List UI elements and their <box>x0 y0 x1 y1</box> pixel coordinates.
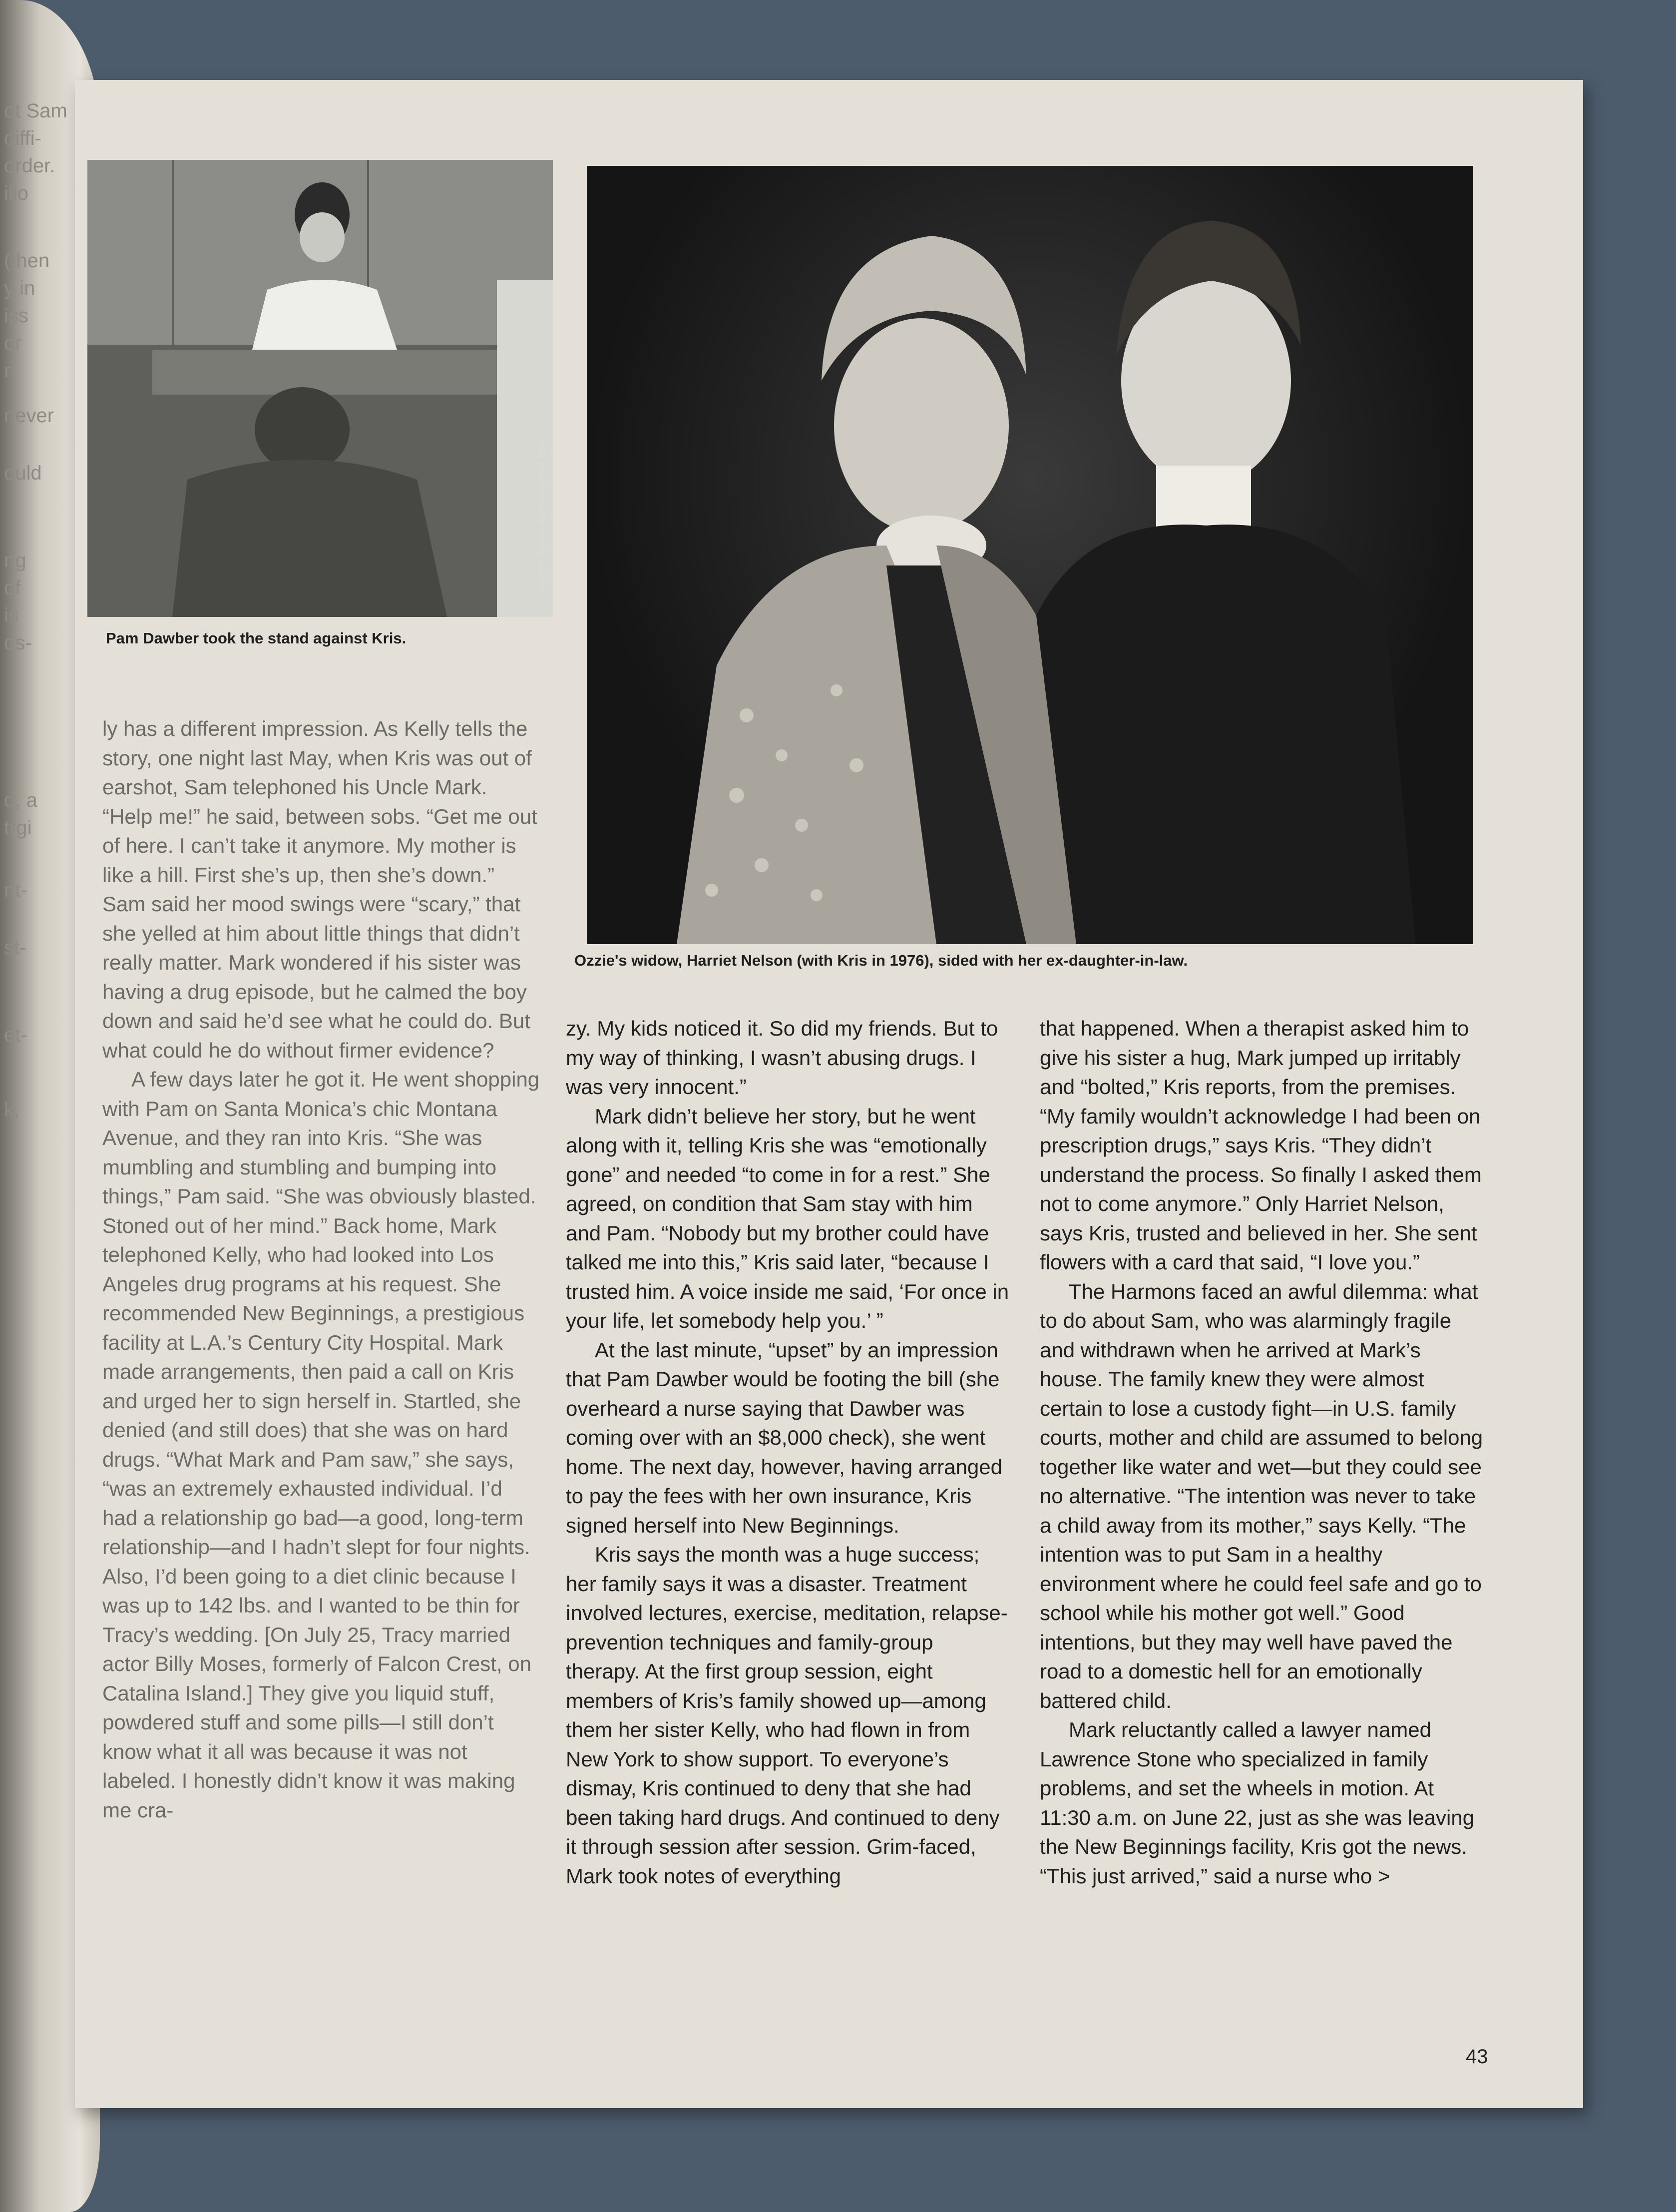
harriet-kris-photo <box>587 166 1473 944</box>
facing-page-text: et- <box>4 1024 27 1046</box>
article-paragraph: At the last minute, “upset” by an impression that Pam Dawber would be footing the bill (she overheard a nurse saying that Dawber was coming over with an $8,000 check), she went home. The next day, however, having arranged to pay the fees with her own insurance, Kris signed herself into New Beginnings. <box>566 1338 1003 1537</box>
article-column-2 <box>566 1014 1013 1891</box>
facing-page-text: nt- <box>4 879 27 901</box>
photo-credit: PHIL RAMEY/RAMEY PHOTO AGENCY <box>538 440 546 595</box>
facing-page-text: illo <box>4 182 28 204</box>
facing-page-text: d, a <box>4 789 37 811</box>
facing-page-text: order. <box>4 155 55 177</box>
facing-page-text: (then <box>4 250 50 272</box>
harriet-kris-photo-caption: Ozzie's widow, Harriet Nelson (with Kris in 1976), sided with her ex-daughter-in-law. <box>574 952 1188 969</box>
facing-page-text: k, <box>4 1099 20 1121</box>
facing-page-text: ds- <box>4 632 32 654</box>
facing-page-text: r. <box>4 360 15 382</box>
facing-page-text: y in <box>4 277 35 299</box>
facing-page-text: ng <box>4 550 26 571</box>
magazine-page <box>75 80 1583 2108</box>
facing-page-text: st- <box>4 937 26 959</box>
courtroom-photo-caption: Pam Dawber took the stand against Kris. <box>106 629 407 647</box>
page-number: 43 <box>1466 2046 1488 2068</box>
article-paragraph: The Harmons faced an awful dilemma: what to do about Sam, who was alarmingly fragile and withdrawn when he arrived at Mark’s house. The family knew they were almost certain to lose a custody fight—in U.S. family courts, mother and child are assumed to belong together like water and wet—but they could see no alternative. “The intention was never to take a child away from its mother,” says Kelly. “The intention was to put Sam in a healthy environment where he could feel safe and go to school while his mother got well.” Good intentions, but they may well have paved the road to a domestic hell for an emotionally battered child. <box>1040 1279 1483 1712</box>
article-paragraph: ly has a different impression. As Kelly tells the story, one night last May, when Kris was out of earshot, Sam telephoned his Uncle Mark. “Help me!” he said, between sobs. “Get me out of here. I can’t take it anymore. My mother is like a hill. First she’s up, then she’s down.” Sam said her mood swings were “scary,” that she yelled at him about little things that didn’t really matter. Mark wondered if his sister was having a drug episode, but he calmed the boy down and said he’d see what he could do. But what could he do without firmer evidence? <box>102 717 537 1062</box>
facing-page-text: of <box>4 577 21 599</box>
article-paragraph: Kris says the month was a huge success; her family says it was a disaster. Treatment involved lectures, exercise, meditation, relapse-prevention techniques and family-group therapy. At the first group session, eight members of Kris’s family showed up—among them her sister Kelly, who had flown in from New York to show support. To everyone’s dismay, Kris continued to deny that she had been taking hard drugs. And continued to deny it through session after session. Grim-faced, Mark took notes of everything <box>566 1543 1008 1888</box>
facing-page-text: iss <box>4 305 28 327</box>
courtroom-photo <box>87 160 553 617</box>
facing-page-text: ot Sam <box>4 100 67 122</box>
courtroom-photo-image <box>87 160 553 617</box>
facing-page-text: never <box>4 405 54 427</box>
facing-page-text: trgi <box>4 817 32 839</box>
article-column-3 <box>1040 1014 1489 1891</box>
facing-page-text: ould <box>4 462 42 484</box>
facing-page-text: diffi- <box>4 127 41 149</box>
article-paragraph: Mark reluctantly called a lawyer named Lawrence Stone who specialized in family problems, and set the wheels in motion. At 11:30 a.m. on June 22, just as she was leaving the New Beginnings facility, Kris got the news. “This just arrived,” said a nurse who > <box>1040 1718 1475 1888</box>
facing-page-text: or <box>4 332 22 354</box>
article-paragraph: zy. My kids noticed it. So did my friends. But to my way of thinking, I wasn’t abusing drugs. I was very innocent.” <box>566 1017 998 1099</box>
article-paragraph: that happened. When a therapist asked him to give his sister a hug, Mark jumped up irritably and “bolted,” Kris reports, from the premises. “My family wouldn’t acknowledge I had been on prescription drugs,” says Kris. “They didn’t understand the process. So finally I asked them not to come anymore.” Only Harriet Nelson, says Kris, trusted and believed in her. She sent flowers with a card that said, “I love you.” <box>1040 1017 1482 1274</box>
article-column-1 <box>102 714 542 1825</box>
article-paragraph: Mark didn’t believe her story, but he went along with it, telling Kris she was “emotionally gone” and needed “to come in for a rest.” She agreed, on condition that Sam stay with him and Pam. “Nobody but my brother could have talked me into this,” Kris said later, “because I trusted him. A voice inside me said, ‘For once in your life, let somebody help you.’ ” <box>566 1104 1009 1332</box>
facing-page-text: is <box>4 604 18 626</box>
harriet-kris-photo-image <box>587 166 1473 944</box>
article-paragraph: A few days later he got it. He went shopping with Pam on Santa Monica’s chic Montana Avenue, and they ran into Kris. “She was mumbling and stumbling and bumping into things,” Pam said. “She was obviously blasted. Stoned out of her mind.” Back home, Mark telephoned Kelly, who had looked into Los Angeles drug programs at his request. She recommended New Beginnings, a prestigious facility at L.A.’s Century City Hospital. Mark made arrangements, then paid a call on Kris and urged her to sign herself in. Startled, she denied (and still does) that she was on hard drugs. “What Mark and Pam saw,” she says, “was an extremely exhausted individual. I’d had a relationship go bad—a good, long-term relationship—and I hadn’t slept for four nights. Also, I’d been going to a diet clinic because I was up to 142 lbs. and I wanted to be thin for Tracy’s wedding. [On July 25, Tracy married actor Billy Moses, formerly of Falcon Crest, on Catalina Island.] They give you liquid stuff, powdered stuff and some pills—I still don’t know what it all was because it was not labeled. I honestly didn’t know it was making me cra- <box>102 1068 540 1822</box>
